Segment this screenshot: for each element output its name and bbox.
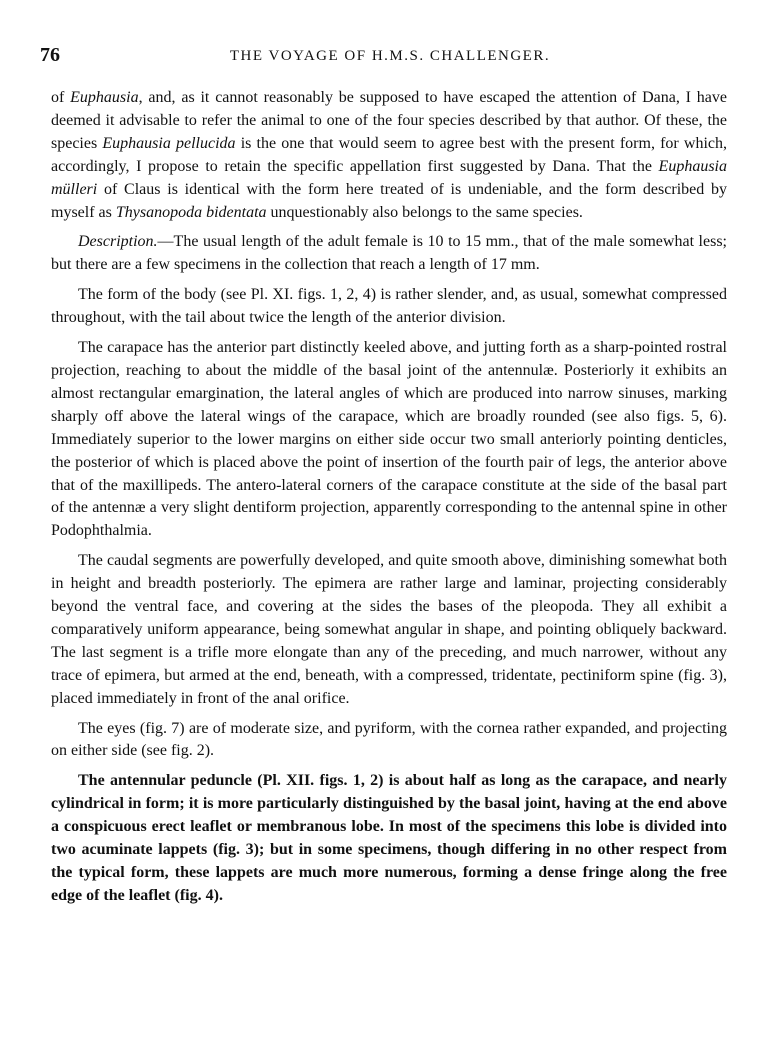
paragraph	[51, 718, 727, 764]
italic-text: Description.	[78, 233, 158, 251]
text-run: The carapace has the anterior part distinctly keeled above, and jutting forth as a sharp-pointed rostral projection, reaching to about the middle of the basal joint of the antennulæ. Posteriorly it exhibits an almost rectangular emargination, the lateral angles of which are produced into narrow sinuses, marking sharply off above the lateral wings of the carapace, which are broadly rounded (see also figs. 5, 6). Immediately superior to the lower margins on either side occur two small anteriorly pointing denticles, the posterior of which is placed above the point of insertion of the fourth pair of legs, the anterior above that of the maxillipeds. The antero-lateral corners of the carapace constitute at the side of the basal part of the antennæ a very slight dentiform projection, apparently corresponding to the antennal spine in other Podophthalmia.	[51, 339, 727, 540]
text-run: The form of the body (see Pl. XI. figs. 1, 2, 4) is rather slender, and, as usual, somewhat compressed throughout, with the tail about twice the length of the anterior division.	[51, 286, 727, 327]
text-run: of Claus is identical with the form here treated of is undeniable, and the form described by myself as	[51, 180, 727, 221]
text-run: unquestionably also belongs to the same species.	[266, 203, 583, 221]
page-number: 76	[40, 44, 60, 66]
italic-text: Thysanopoda bidentata	[115, 203, 267, 221]
text-run: The antennular peduncle (Pl. XII. figs. 1, 2) is about half as long as the carapace, and nearly cylindrical in form; it is more particularly distinguished by the basal joint, having at the end above a conspicuous erect leaflet or membranous lobe. In most of the specimens this lobe is divided into two acuminate lappets (fig. 3); but in some specimens, though differing in no other respect from the typical form, these lappets are much more numerous, forming a dense fringe along the free edge of the leaflet (fig. 4).	[51, 772, 727, 904]
text-run: The eyes (fig. 7) are of moderate size, and pyriform, with the cornea rather expanded, and projecting on either side (see fig. 2).	[51, 719, 727, 760]
page-header	[40, 44, 740, 72]
paragraph	[51, 87, 727, 224]
paragraph	[51, 770, 727, 907]
paragraph	[51, 231, 727, 277]
paragraph	[51, 284, 727, 330]
running-title: THE VOYAGE OF H.M.S. CHALLENGER.	[229, 48, 551, 64]
text-run: The caudal segments are powerfully developed, and quite smooth above, diminishing somewhat both in height and breadth posteriorly. The epimera are rather large and laminar, projecting considerably beyond the ventral face, and covering at the sides the bases of the pleopoda. They all exhibit a comparatively uniform appearance, being somewhat angular in shape, and pointing obliquely backward. The last segment is a trifle more elongate than any of the preceding, and much narrower, without any trace of epimera, but armed at the end, beneath, with a compressed, tridentate, pectiniform spine (fig. 3), placed immediately in front of the anal orifice.	[51, 552, 727, 707]
italic-text: Euphausia pellucida	[102, 134, 236, 152]
paragraph	[51, 550, 727, 710]
text-run: is the one that would seem to agree best with the present form, for which, accordingly, I propose to retain the specific appellation first suggested by Dana. That the	[51, 134, 728, 175]
italic-text: Euphausia mülleri	[51, 157, 727, 198]
text-run: , and, as it cannot reasonably be supposed to have escaped the attention of Dana, I have deemed it advisable to refer the animal to one of the four species described by that author. Of these, the species	[51, 89, 728, 152]
body-text	[51, 87, 727, 915]
paragraph	[51, 337, 727, 543]
italic-text: Euphausia	[70, 89, 139, 106]
text-run: —The usual length of the adult female is 10 to 15 mm., that of the male somewhat less; but there are a few specimens in the collection that reach a length of 17 mm.	[51, 233, 727, 274]
text-run: of	[51, 89, 71, 106]
